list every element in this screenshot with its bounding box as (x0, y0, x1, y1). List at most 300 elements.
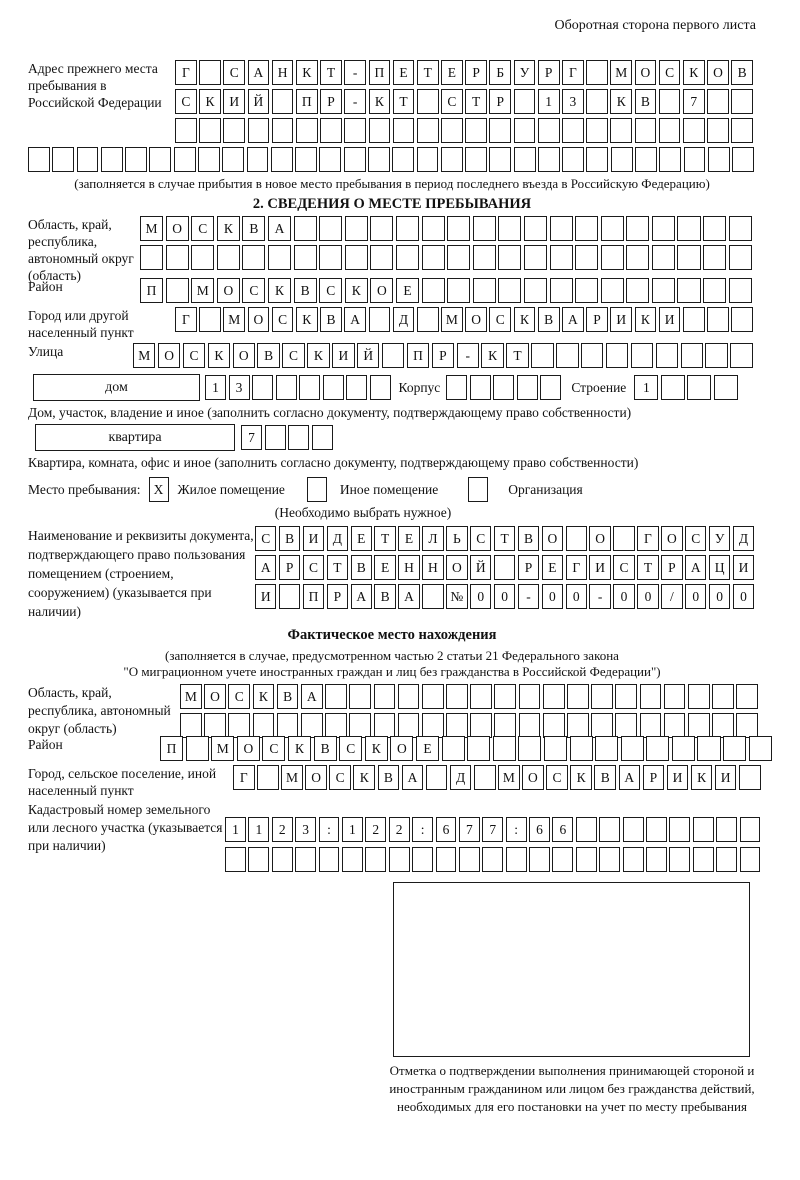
char-cell[interactable]: А (268, 216, 291, 241)
char-cell[interactable]: А (255, 555, 276, 580)
char-cell[interactable] (646, 847, 667, 872)
char-cell[interactable] (707, 307, 729, 332)
char-cell[interactable] (422, 684, 444, 709)
char-cell[interactable] (550, 278, 573, 303)
char-cell[interactable] (652, 245, 675, 270)
char-cell[interactable]: М (441, 307, 463, 332)
char-cell[interactable]: В (594, 765, 616, 790)
char-cell[interactable] (446, 375, 467, 400)
char-cell[interactable]: М (191, 278, 214, 303)
char-cell[interactable] (688, 713, 710, 738)
char-cell[interactable]: В (378, 765, 400, 790)
char-cell[interactable] (319, 245, 342, 270)
char-cell[interactable] (228, 713, 250, 738)
char-cell[interactable] (610, 118, 632, 143)
char-cell[interactable] (125, 147, 147, 172)
char-cell[interactable] (677, 278, 700, 303)
char-cell[interactable]: С (339, 736, 362, 761)
char-cell[interactable]: 1 (538, 89, 560, 114)
char-cell[interactable] (494, 684, 516, 709)
char-cell[interactable]: 7 (482, 817, 503, 842)
char-cell[interactable]: Е (416, 736, 439, 761)
char-cell[interactable]: Ц (709, 555, 730, 580)
char-cell[interactable] (517, 375, 538, 400)
char-cell[interactable]: С (489, 307, 511, 332)
char-cell[interactable]: 0 (494, 584, 515, 609)
char-cell[interactable] (739, 765, 761, 790)
char-cell[interactable]: О (166, 216, 189, 241)
char-cell[interactable]: О (233, 343, 255, 368)
char-cell[interactable] (369, 307, 391, 332)
char-cell[interactable]: Й (248, 89, 270, 114)
char-cell[interactable]: Т (393, 89, 415, 114)
char-cell[interactable] (217, 245, 240, 270)
char-cell[interactable]: 0 (613, 584, 634, 609)
char-cell[interactable] (140, 245, 163, 270)
char-cell[interactable]: Г (566, 555, 587, 580)
char-cell[interactable] (659, 147, 681, 172)
char-cell[interactable]: К (570, 765, 592, 790)
char-cell[interactable] (703, 278, 726, 303)
char-cell[interactable]: 7 (241, 425, 262, 450)
char-cell[interactable] (659, 89, 681, 114)
char-cell[interactable] (368, 147, 390, 172)
char-cell[interactable] (417, 307, 439, 332)
char-cell[interactable] (531, 343, 553, 368)
char-cell[interactable] (514, 147, 536, 172)
char-cell[interactable] (661, 375, 685, 400)
char-cell[interactable]: А (685, 555, 706, 580)
char-cell[interactable]: У (709, 526, 730, 551)
char-cell[interactable] (514, 118, 536, 143)
char-cell[interactable]: С (262, 736, 285, 761)
char-cell[interactable]: А (351, 584, 372, 609)
char-cell[interactable] (325, 713, 347, 738)
char-cell[interactable] (470, 713, 492, 738)
char-cell[interactable]: Е (351, 526, 372, 551)
char-cell[interactable]: В (279, 526, 300, 551)
char-cell[interactable] (265, 425, 286, 450)
char-cell[interactable] (656, 343, 678, 368)
char-cell[interactable] (225, 847, 246, 872)
char-cell[interactable] (344, 147, 366, 172)
char-cell[interactable] (586, 118, 608, 143)
char-cell[interactable] (294, 216, 317, 241)
char-cell[interactable] (446, 684, 468, 709)
char-cell[interactable] (732, 147, 754, 172)
char-cell[interactable] (683, 118, 705, 143)
char-cell[interactable] (611, 147, 633, 172)
char-cell[interactable]: К (365, 736, 388, 761)
char-cell[interactable]: С (183, 343, 205, 368)
char-cell[interactable]: В (277, 684, 299, 709)
char-cell[interactable]: 0 (566, 584, 587, 609)
char-cell[interactable] (417, 89, 439, 114)
char-cell[interactable] (498, 245, 521, 270)
char-cell[interactable] (601, 245, 624, 270)
char-cell[interactable] (277, 713, 299, 738)
char-cell[interactable] (276, 375, 297, 400)
char-cell[interactable] (712, 684, 734, 709)
char-cell[interactable] (301, 713, 323, 738)
char-cell[interactable]: М (498, 765, 520, 790)
char-cell[interactable]: С (613, 555, 634, 580)
char-cell[interactable]: 2 (272, 817, 293, 842)
char-cell[interactable] (441, 147, 463, 172)
char-cell[interactable] (626, 216, 649, 241)
char-cell[interactable]: А (248, 60, 270, 85)
char-cell[interactable] (524, 245, 547, 270)
char-cell[interactable]: О (522, 765, 544, 790)
char-cell[interactable]: П (296, 89, 318, 114)
char-cell[interactable]: 1 (634, 375, 658, 400)
char-cell[interactable] (652, 216, 675, 241)
char-cell[interactable] (294, 245, 317, 270)
char-cell[interactable] (576, 847, 597, 872)
char-cell[interactable] (180, 713, 202, 738)
char-cell[interactable]: Р (538, 60, 560, 85)
char-cell[interactable]: И (733, 555, 754, 580)
char-cell[interactable]: 3 (562, 89, 584, 114)
char-cell[interactable]: О (390, 736, 413, 761)
char-cell[interactable] (345, 216, 368, 241)
char-cell[interactable]: О (305, 765, 327, 790)
char-cell[interactable] (693, 817, 714, 842)
char-cell[interactable]: 7 (683, 89, 705, 114)
char-cell[interactable]: У (514, 60, 536, 85)
char-cell[interactable]: О (446, 555, 467, 580)
char-cell[interactable]: В (294, 278, 317, 303)
char-cell[interactable]: Е (374, 555, 395, 580)
char-cell[interactable] (374, 713, 396, 738)
char-cell[interactable] (493, 375, 514, 400)
char-cell[interactable] (529, 847, 550, 872)
char-cell[interactable]: С (546, 765, 568, 790)
char-cell[interactable]: О (661, 526, 682, 551)
char-cell[interactable] (669, 817, 690, 842)
char-cell[interactable]: 1 (248, 817, 269, 842)
char-cell[interactable] (441, 118, 463, 143)
char-cell[interactable]: О (589, 526, 610, 551)
char-cell[interactable] (716, 817, 737, 842)
char-cell[interactable] (199, 307, 221, 332)
char-cell[interactable]: В (320, 307, 342, 332)
char-cell[interactable] (730, 343, 752, 368)
char-cell[interactable] (349, 713, 371, 738)
residential-checkbox[interactable]: X (149, 477, 169, 502)
char-cell[interactable]: О (465, 307, 487, 332)
char-cell[interactable] (199, 118, 221, 143)
char-cell[interactable] (77, 147, 99, 172)
char-cell[interactable]: Г (175, 307, 197, 332)
char-cell[interactable] (174, 147, 196, 172)
char-cell[interactable] (422, 216, 445, 241)
char-cell[interactable] (374, 684, 396, 709)
char-cell[interactable] (392, 147, 414, 172)
char-cell[interactable]: 6 (436, 817, 457, 842)
char-cell[interactable] (489, 147, 511, 172)
char-cell[interactable] (538, 118, 560, 143)
char-cell[interactable]: С (685, 526, 706, 551)
char-cell[interactable] (601, 216, 624, 241)
char-cell[interactable]: К (610, 89, 632, 114)
char-cell[interactable]: 0 (709, 584, 730, 609)
char-cell[interactable]: П (369, 60, 391, 85)
char-cell[interactable] (729, 278, 752, 303)
char-cell[interactable] (295, 147, 317, 172)
char-cell[interactable] (519, 713, 541, 738)
char-cell[interactable] (389, 847, 410, 872)
char-cell[interactable]: О (158, 343, 180, 368)
char-cell[interactable]: К (345, 278, 368, 303)
char-cell[interactable] (543, 684, 565, 709)
char-cell[interactable] (567, 713, 589, 738)
char-cell[interactable]: П (407, 343, 429, 368)
char-cell[interactable] (365, 847, 386, 872)
char-cell[interactable]: 2 (365, 817, 386, 842)
char-cell[interactable]: 3 (295, 817, 316, 842)
char-cell[interactable]: Е (441, 60, 463, 85)
char-cell[interactable] (422, 278, 445, 303)
char-cell[interactable] (393, 118, 415, 143)
char-cell[interactable] (346, 375, 367, 400)
char-cell[interactable]: - (457, 343, 479, 368)
char-cell[interactable]: Р (320, 89, 342, 114)
char-cell[interactable]: М (180, 684, 202, 709)
char-cell[interactable]: К (635, 307, 657, 332)
char-cell[interactable] (447, 278, 470, 303)
char-cell[interactable] (566, 526, 587, 551)
char-cell[interactable] (595, 736, 618, 761)
char-cell[interactable]: - (589, 584, 610, 609)
char-cell[interactable]: А (398, 584, 419, 609)
char-cell[interactable] (247, 147, 269, 172)
char-cell[interactable]: И (610, 307, 632, 332)
char-cell[interactable] (518, 736, 541, 761)
char-cell[interactable] (149, 147, 171, 172)
char-cell[interactable]: : (506, 817, 527, 842)
char-cell[interactable] (422, 713, 444, 738)
char-cell[interactable] (681, 343, 703, 368)
char-cell[interactable] (550, 245, 573, 270)
char-cell[interactable] (268, 245, 291, 270)
char-cell[interactable] (498, 216, 521, 241)
char-cell[interactable] (626, 245, 649, 270)
char-cell[interactable] (586, 89, 608, 114)
char-cell[interactable]: 2 (389, 817, 410, 842)
char-cell[interactable] (664, 713, 686, 738)
char-cell[interactable]: О (217, 278, 240, 303)
char-cell[interactable] (731, 307, 753, 332)
char-cell[interactable]: 7 (459, 817, 480, 842)
char-cell[interactable]: Н (272, 60, 294, 85)
char-cell[interactable] (659, 118, 681, 143)
char-cell[interactable]: С (329, 765, 351, 790)
char-cell[interactable] (631, 343, 653, 368)
char-cell[interactable] (242, 245, 265, 270)
char-cell[interactable] (567, 684, 589, 709)
char-cell[interactable]: С (303, 555, 324, 580)
char-cell[interactable]: 0 (637, 584, 658, 609)
char-cell[interactable] (640, 713, 662, 738)
char-cell[interactable]: 0 (685, 584, 706, 609)
char-cell[interactable] (473, 245, 496, 270)
char-cell[interactable] (494, 713, 516, 738)
char-cell[interactable] (442, 736, 465, 761)
char-cell[interactable]: С (282, 343, 304, 368)
char-cell[interactable] (447, 216, 470, 241)
char-cell[interactable]: Б (489, 60, 511, 85)
char-cell[interactable]: К (369, 89, 391, 114)
char-cell[interactable] (736, 713, 758, 738)
char-cell[interactable] (28, 147, 50, 172)
char-cell[interactable]: Д (393, 307, 415, 332)
char-cell[interactable]: - (518, 584, 539, 609)
char-cell[interactable]: К (353, 765, 375, 790)
char-cell[interactable]: Р (518, 555, 539, 580)
char-cell[interactable]: Д (450, 765, 472, 790)
char-cell[interactable]: О (248, 307, 270, 332)
char-cell[interactable] (677, 245, 700, 270)
char-cell[interactable]: 1 (225, 817, 246, 842)
char-cell[interactable] (599, 847, 620, 872)
char-cell[interactable]: В (731, 60, 753, 85)
char-cell[interactable]: Е (542, 555, 563, 580)
char-cell[interactable]: О (370, 278, 393, 303)
char-cell[interactable]: М (140, 216, 163, 241)
char-cell[interactable]: М (281, 765, 303, 790)
char-cell[interactable] (222, 147, 244, 172)
char-cell[interactable] (52, 147, 74, 172)
char-cell[interactable]: Г (175, 60, 197, 85)
char-cell[interactable] (693, 847, 714, 872)
char-cell[interactable] (705, 343, 727, 368)
char-cell[interactable] (398, 684, 420, 709)
char-cell[interactable] (494, 555, 515, 580)
char-cell[interactable]: Д (733, 526, 754, 551)
char-cell[interactable]: Т (320, 60, 342, 85)
char-cell[interactable]: Й (470, 555, 491, 580)
char-cell[interactable]: К (481, 343, 503, 368)
char-cell[interactable]: А (619, 765, 641, 790)
char-cell[interactable]: С (242, 278, 265, 303)
char-cell[interactable] (688, 684, 710, 709)
char-cell[interactable] (396, 245, 419, 270)
char-cell[interactable] (635, 147, 657, 172)
char-cell[interactable]: : (319, 817, 340, 842)
char-cell[interactable]: В (314, 736, 337, 761)
char-cell[interactable]: С (191, 216, 214, 241)
char-cell[interactable]: Г (562, 60, 584, 85)
char-cell[interactable] (166, 278, 189, 303)
char-cell[interactable] (740, 817, 761, 842)
char-cell[interactable]: М (211, 736, 234, 761)
char-cell[interactable] (325, 684, 347, 709)
char-cell[interactable]: 6 (552, 817, 573, 842)
char-cell[interactable] (426, 765, 448, 790)
char-cell[interactable] (687, 375, 711, 400)
char-cell[interactable] (736, 684, 758, 709)
char-cell[interactable] (707, 118, 729, 143)
char-cell[interactable] (716, 847, 737, 872)
char-cell[interactable]: В (635, 89, 657, 114)
char-cell[interactable]: П (140, 278, 163, 303)
char-cell[interactable]: В (257, 343, 279, 368)
char-cell[interactable] (613, 526, 634, 551)
char-cell[interactable]: И (332, 343, 354, 368)
char-cell[interactable] (470, 684, 492, 709)
char-cell[interactable] (669, 847, 690, 872)
char-cell[interactable]: К (253, 684, 275, 709)
char-cell[interactable] (296, 118, 318, 143)
char-cell[interactable] (703, 216, 726, 241)
char-cell[interactable]: А (301, 684, 323, 709)
char-cell[interactable] (543, 713, 565, 738)
char-cell[interactable] (684, 147, 706, 172)
char-cell[interactable] (519, 684, 541, 709)
char-cell[interactable]: Т (374, 526, 395, 551)
char-cell[interactable] (459, 847, 480, 872)
char-cell[interactable]: С (228, 684, 250, 709)
char-cell[interactable] (253, 713, 275, 738)
char-cell[interactable] (412, 847, 433, 872)
char-cell[interactable] (344, 118, 366, 143)
char-cell[interactable]: Р (465, 60, 487, 85)
char-cell[interactable] (323, 375, 344, 400)
char-cell[interactable] (191, 245, 214, 270)
char-cell[interactable] (252, 375, 273, 400)
char-cell[interactable]: - (344, 60, 366, 85)
char-cell[interactable]: С (319, 278, 342, 303)
char-cell[interactable]: К (296, 307, 318, 332)
char-cell[interactable]: П (160, 736, 183, 761)
char-cell[interactable] (731, 89, 753, 114)
char-cell[interactable] (524, 216, 547, 241)
char-cell[interactable]: Г (637, 526, 658, 551)
char-cell[interactable]: А (344, 307, 366, 332)
char-cell[interactable] (271, 147, 293, 172)
char-cell[interactable] (723, 736, 746, 761)
char-cell[interactable] (731, 118, 753, 143)
char-cell[interactable] (550, 216, 573, 241)
char-cell[interactable]: С (175, 89, 197, 114)
char-cell[interactable]: Р (586, 307, 608, 332)
char-cell[interactable]: 1 (205, 375, 226, 400)
char-cell[interactable]: Р (489, 89, 511, 114)
char-cell[interactable] (312, 425, 333, 450)
char-cell[interactable]: Т (494, 526, 515, 551)
char-cell[interactable] (398, 713, 420, 738)
char-cell[interactable] (556, 343, 578, 368)
char-cell[interactable] (223, 118, 245, 143)
char-cell[interactable] (581, 343, 603, 368)
char-cell[interactable]: М (223, 307, 245, 332)
char-cell[interactable] (562, 118, 584, 143)
char-cell[interactable] (575, 216, 598, 241)
char-cell[interactable] (506, 847, 527, 872)
char-cell[interactable] (562, 147, 584, 172)
char-cell[interactable] (436, 847, 457, 872)
char-cell[interactable]: Н (422, 555, 443, 580)
char-cell[interactable] (299, 375, 320, 400)
char-cell[interactable] (664, 684, 686, 709)
char-cell[interactable]: И (715, 765, 737, 790)
char-cell[interactable] (186, 736, 209, 761)
char-cell[interactable]: В (242, 216, 265, 241)
char-cell[interactable] (467, 736, 490, 761)
char-cell[interactable]: С (441, 89, 463, 114)
char-cell[interactable] (601, 278, 624, 303)
